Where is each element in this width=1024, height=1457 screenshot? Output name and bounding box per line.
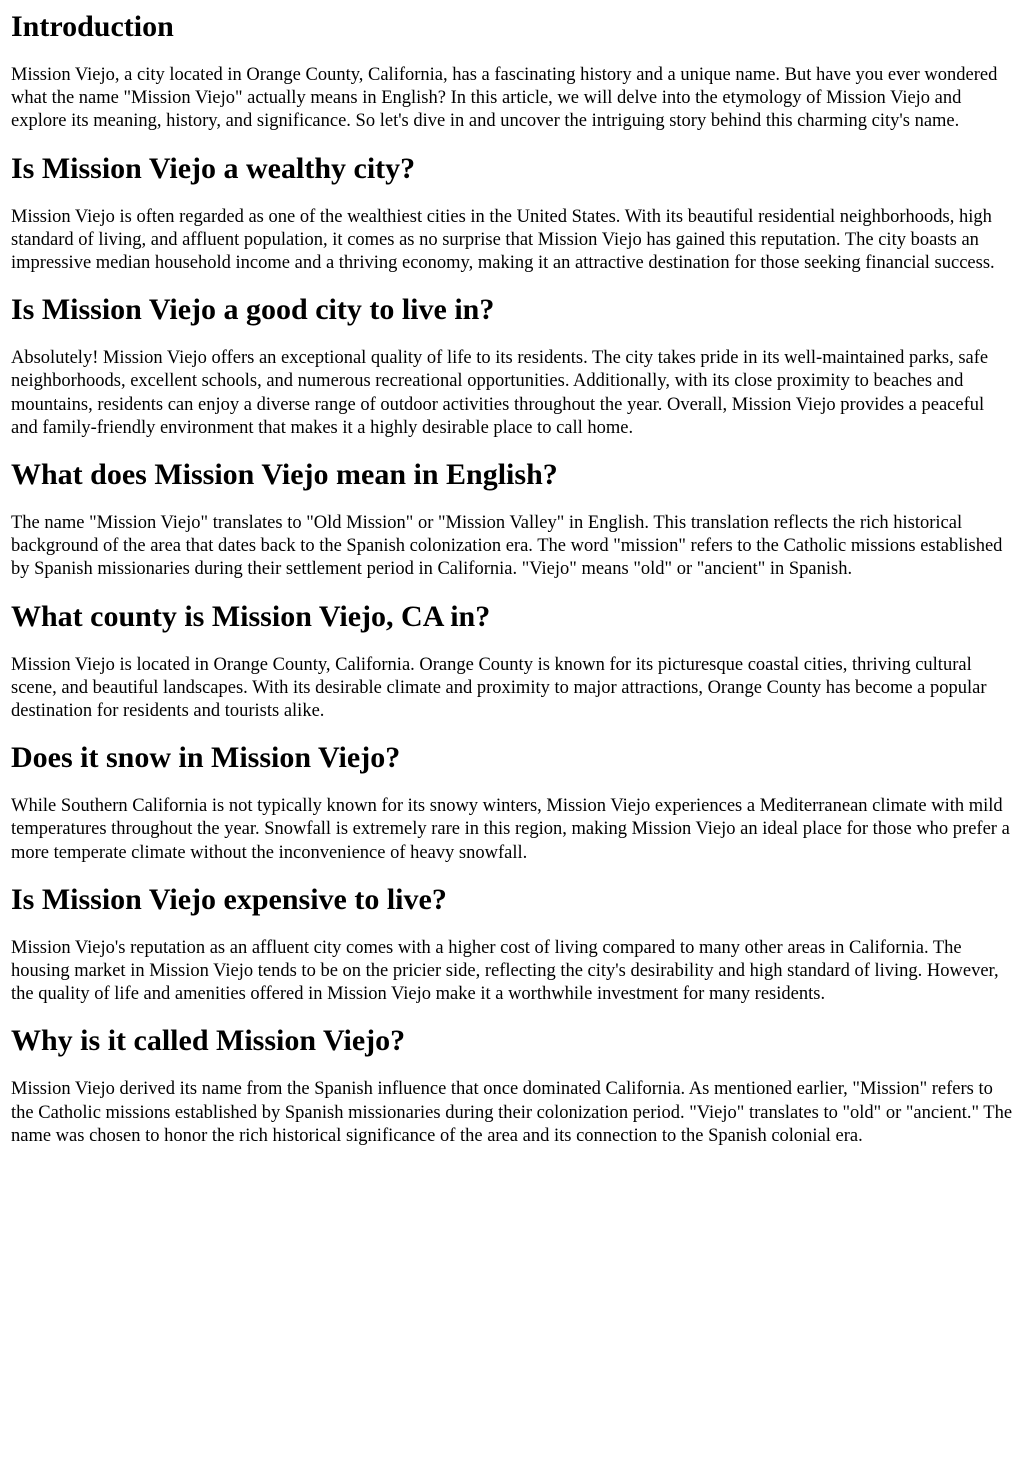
section-good-city-to-live xyxy=(11,292,1014,440)
section-paragraph: Absolutely! Mission Viejo offers an exceptional quality of life to its residents. The city takes pride in its well-maintained parks, safe neighborhoods, excellent schools, and numerous recreational opportunities. Additionally, with its close proximity to beaches and mountains, residents can enjoy a diverse range of outdoor activities throughout the year. Overall, Mission Viejo provides a peaceful and family-friendly environment that makes it a highly desirable place to call home. xyxy=(11,348,989,438)
section-heading: Why is it called Mission Viejo? xyxy=(11,1024,406,1058)
section-meaning-in-english xyxy=(11,457,1014,582)
section-heading: Introduction xyxy=(11,10,174,43)
section-heading: Is Mission Viejo expensive to live? xyxy=(11,882,447,916)
section-paragraph: While Southern California is not typically known for its snowy winters, Mission Viejo experiences a Mediterranean climate with mild temperatures throughout the year. Snowfall is extremely rare in this region, making Mission Viejo an ideal place for those who prefer a more temperate climate without the inconvenience of heavy snowfall. xyxy=(11,796,1010,863)
section-snow xyxy=(11,740,1014,865)
section-paragraph: Mission Viejo is located in Orange County, California. Orange County is known for its picturesque coastal cities, thriving cultural scene, and beautiful landscapes. With its desirable climate and proximity to major attractions, Orange County has become a popular destination for residents and tourists alike. xyxy=(11,654,987,722)
section-county xyxy=(11,599,1014,724)
article xyxy=(0,9,1024,1148)
section-paragraph: Mission Viejo is often regarded as one of the wealthiest cities in the United States. With its beautiful residential neighborhoods, high standard of living, and affluent population, it comes as no surprise that Mission Viejo has gained this reputation. The city boasts an impressive median household income and a thriving economy, making it an attractive destination for those seeking financial success. xyxy=(11,206,995,274)
section-paragraph: Mission Viejo, a city located in Orange County, California, has a fascinating history and a unique name. But have you ever wondered what the name "Mission Viejo" actually means in English? In this article, we will delve into the etymology of Mission Viejo and explore its meaning, history, and significance. So let's dive in and uncover the intriguing story behind this charming city's name. xyxy=(11,65,998,132)
section-why-called xyxy=(11,1023,1014,1148)
section-heading: What county is Mission Viejo, CA in? xyxy=(11,599,491,633)
section-expensive xyxy=(11,882,1014,1007)
section-heading: What does Mission Viejo mean in English? xyxy=(11,458,558,492)
section-heading: Is Mission Viejo a wealthy city? xyxy=(11,151,416,185)
section-paragraph: The name "Mission Viejo" translates to "Old Mission" or "Mission Valley" in English. This translation reflects the rich historical background of the area that dates back to the Spanish colonization era. The word "mission" refers to the Catholic missions established by Spanish missionaries during their settlement period in California. "Viejo" means "old" or "ancient" in Spanish. xyxy=(11,513,1003,580)
section-wealthy-city xyxy=(11,151,1014,276)
section-heading: Does it snow in Mission Viejo? xyxy=(11,741,401,775)
section-paragraph: Mission Viejo's reputation as an affluent city comes with a higher cost of living compared to many other areas in California. The housing market in Mission Viejo tends to be on the pricier side, reflecting the city's desirability and high standard of living. However, the quality of life and amenities offered in Mission Viejo make it a worthwhile investment for many residents. xyxy=(11,937,999,1005)
section-introduction xyxy=(11,9,1014,134)
section-paragraph: Mission Viejo derived its name from the Spanish influence that once dominated California. As mentioned earlier, "Mission" refers to the Catholic missions established by Spanish missionaries during their colonization period. "Viejo" translates to "old" or "ancient." The name was chosen to honor the rich historical significance of the area and its connection to the Spanish colonial era. xyxy=(11,1079,1013,1146)
section-heading: Is Mission Viejo a good city to live in? xyxy=(11,293,495,327)
